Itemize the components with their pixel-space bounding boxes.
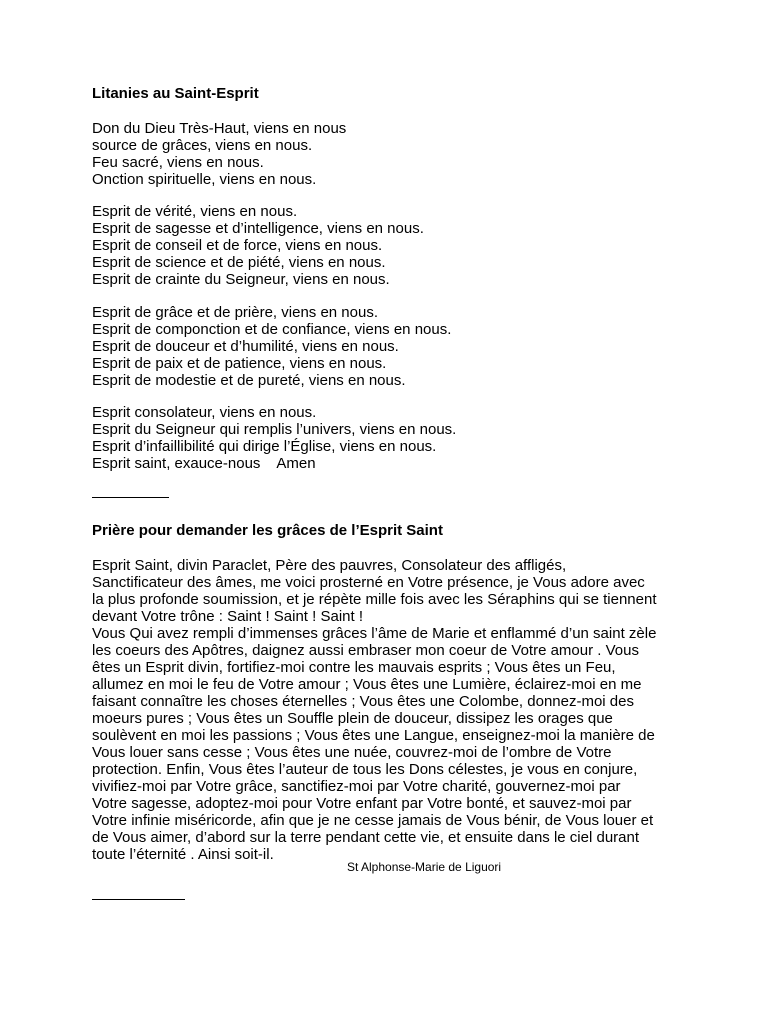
signature: St Alphonse-Marie de Liguori (347, 860, 502, 874)
litany-line: Esprit de douceur et d’humilité, viens en nous. (92, 338, 399, 355)
litanies-stanza-1 (92, 120, 346, 188)
litany-line: Esprit de crainte du Seigneur, viens en nous. (92, 271, 390, 288)
litany-line: Esprit de vérité, viens en nous. (92, 203, 298, 220)
priere-paragraph-2: Vous Qui avez rempli d’immenses grâces l’âme de Marie et enflammé d’un saint zèle les coeurs des Apôtres, daignez aussi embraser mon coeur de Votre amour . Vous êtes un Esprit divin, fortifiez-moi contre les mauvais esprits ; Vous êtes un Feu, allumez en moi le feu de Votre amour ; Vous êtes une Lumière, éclairez-moi en me faisant connaître les choses éternelles ; Vous êtes une Colombe, donnez-moi des moeurs pures ; Vous êtes un Souffle plein de douceur, dissipez les orages que soulèvent en moi les passions ; Vous êtes une Langue, enseignez-moi la manière de Vous louer sans cesse ; Vous êtes une nuée, couvrez-moi de l’ombre de Votre protection. Enfin, Vous êtes l’auteur de tous les Dons célestes, je vous en conjure, vivifiez-moi par Votre grâce, sanctifiez-moi par Votre charité, gouvernez-moi par Votre sagesse, adoptez-moi pour Votre enfant par Votre bonté, et sauvez-moi par Votre infinie miséricorde, afin que je ne cesse jamais de Vous bénir, de Vous louer et de Vous aimer, d’abord sur la terre pendant cette vie, et ensuite dans le ciel durant toute l’éternité . Ainsi soit-il. (92, 625, 657, 863)
litany-last-line-text: Esprit saint, exauce-nous (92, 455, 261, 472)
litany-line: Esprit du Seigneur qui remplis l’univers, viens en nous. (92, 421, 457, 438)
litany-line: Don du Dieu Très-Haut, viens en nous (92, 120, 347, 137)
section-divider (92, 497, 169, 498)
litany-line: Esprit de science et de piété, viens en nous. (92, 254, 386, 271)
amen-text: Amen (276, 455, 316, 472)
litanies-stanza-2 (92, 203, 424, 288)
litany-line: Feu sacré, viens en nous. (92, 154, 264, 171)
litanies-title: Litanies au Saint-Esprit (92, 85, 259, 102)
litany-line: Esprit de componction et de confiance, viens en nous. (92, 321, 452, 338)
litany-line: Esprit d’infaillibilité qui dirige l’Église, viens en nous. (92, 438, 437, 455)
section-divider (92, 899, 185, 900)
litany-line: source de grâces, viens en nous. (92, 137, 313, 154)
litany-line: Esprit de sagesse et d’intelligence, viens en nous. (92, 220, 424, 237)
litany-line: Onction spirituelle, viens en nous. (92, 171, 317, 188)
litany-line: Esprit de modestie et de pureté, viens en nous. (92, 372, 406, 389)
litany-line: Esprit de grâce et de prière, viens en nous. (92, 304, 378, 321)
litanies-stanza-3 (92, 304, 451, 389)
litany-line: Esprit de paix et de patience, viens en nous. (92, 355, 387, 372)
litanies-stanza-4 (92, 404, 456, 472)
litany-last-line (92, 455, 456, 472)
priere-paragraph-1: Esprit Saint, divin Paraclet, Père des pauvres, Consolateur des affligés, Sanctificateur des âmes, me voici prosterné en Votre présence, je Vous adore avec la plus profonde soumission, et je répète mille fois avec les Séraphins qui se tiennent devant Votre trône : Saint ! Saint ! Saint ! (92, 557, 657, 625)
litany-line: Esprit consolateur, viens en nous. (92, 404, 317, 421)
litany-line: Esprit de conseil et de force, viens en nous. (92, 237, 383, 254)
priere-title: Prière pour demander les grâces de l’Esprit Saint (92, 522, 443, 539)
